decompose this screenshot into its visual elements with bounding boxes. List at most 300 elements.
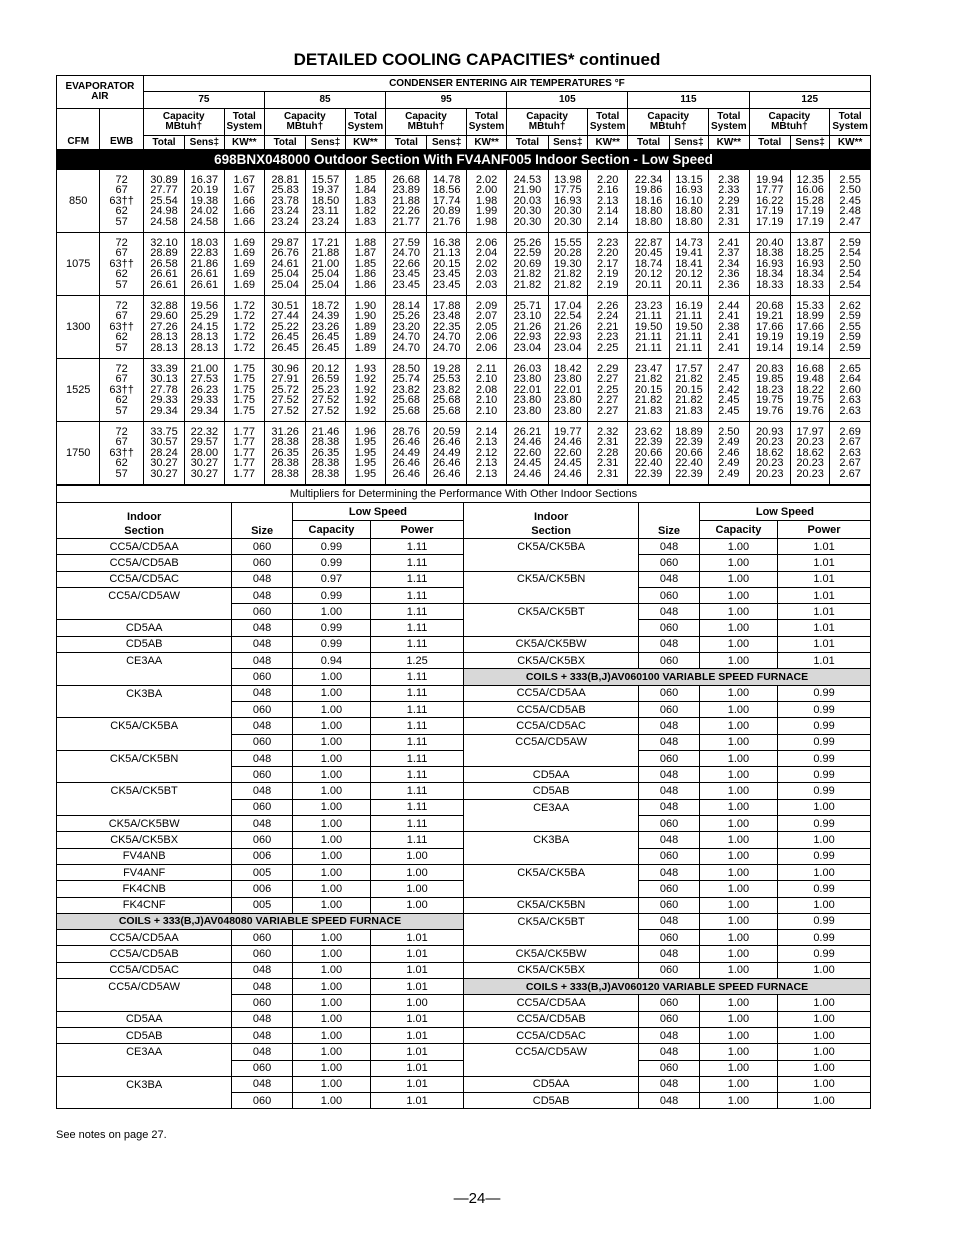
- capacity-cell: [386, 170, 427, 233]
- capacity-value: 1.90: [354, 310, 377, 323]
- capacity-value: 21.11: [635, 310, 662, 323]
- capacity-value: 21.82: [513, 268, 542, 281]
- capacity-cell: [466, 359, 506, 422]
- capacity-value: 1.69: [233, 278, 255, 291]
- capacity-multiplier-cell: 1.00: [292, 604, 370, 620]
- power-multiplier-cell: 1.11: [371, 767, 464, 783]
- capacity-multiplier-cell: 1.00: [292, 832, 370, 848]
- capacity-value: 2.41: [718, 331, 740, 344]
- capacity-cell: [466, 296, 506, 359]
- capacity-value: 24.70: [432, 341, 461, 354]
- capacity-multiplier-cell: 1.00: [699, 848, 777, 864]
- capacity-value: 18.80: [675, 215, 703, 228]
- capacity-value: 21.11: [675, 310, 703, 323]
- capacity-value: 23.24: [271, 215, 299, 228]
- evaporator-air-header: EVAPORATOR AIR: [57, 76, 144, 109]
- power-multiplier-cell: 1.01: [371, 1027, 464, 1043]
- indoor-section-cell: CC5A/CD5AB: [57, 555, 232, 571]
- capacity-value: 25.74: [392, 373, 421, 386]
- total-header: Total: [749, 136, 790, 150]
- size-cell: 048: [232, 653, 293, 669]
- capacity-value: 26.61: [150, 278, 178, 291]
- ewb-value: 62: [115, 268, 128, 281]
- size-cell: 060: [232, 669, 293, 685]
- capacity-value: 2.63: [839, 394, 861, 407]
- capacity-value: 21.26: [554, 320, 582, 333]
- power-multiplier-cell: 0.99: [778, 783, 871, 799]
- capacity-value: 30.27: [150, 457, 178, 470]
- capacity-value: 12.35: [796, 173, 824, 186]
- capacity-value: 30.51: [271, 299, 299, 312]
- capacity-cell: [185, 233, 224, 296]
- capacity-value: 1.85: [354, 173, 377, 186]
- power-multiplier-cell: 1.00: [778, 864, 871, 880]
- capacity-cell: [143, 359, 184, 422]
- indoor-section-cell: [57, 669, 232, 685]
- capacity-value: 21.88: [311, 247, 340, 260]
- capacity-value: 22.54: [554, 310, 582, 323]
- capacity-value: 2.67: [839, 467, 861, 480]
- capacity-value: 22.87: [634, 236, 663, 249]
- capacity-value: 1.95: [354, 446, 377, 459]
- size-header: Size: [232, 503, 293, 539]
- power-multiplier-cell: 1.01: [778, 587, 871, 603]
- power-multiplier-cell: 1.00: [778, 962, 871, 978]
- indoor-section-cell: CC5A/CD5AA: [57, 539, 232, 555]
- capacity-value: 19.75: [796, 394, 824, 407]
- capacity-value: 18.62: [796, 446, 824, 459]
- capacity-value: 1.75: [233, 394, 255, 407]
- temp-header: 115: [628, 92, 749, 109]
- capacity-multiplier-cell: 1.00: [699, 897, 777, 913]
- capacity-value: 24.98: [150, 205, 178, 218]
- capacity-value: 21.82: [675, 394, 703, 407]
- section-title-band: 698BNX048000 Outdoor Section With FV4ANF005 Indoor Section - Low Speed: [57, 150, 871, 170]
- capacity-value: 24.70: [432, 331, 461, 344]
- indoor-section-cell: CD5AB: [463, 1093, 638, 1109]
- capacity-cell: [669, 233, 708, 296]
- ewb-value: 63††: [109, 194, 134, 207]
- size-cell: 060: [232, 604, 293, 620]
- capacity-value: 1.77: [233, 436, 255, 449]
- indoor-section-cell: CK5A/CK5BW: [463, 636, 638, 652]
- capacity-multiplier-cell: 0.99: [292, 555, 370, 571]
- multipliers-caption: Multipliers for Determining the Performance With Other Indoor Sections: [57, 486, 871, 503]
- capacity-value: 26.61: [150, 268, 178, 281]
- capacity-value: 19.50: [634, 320, 663, 333]
- capacity-value: 2.03: [475, 268, 498, 281]
- capacity-value: 1.84: [354, 184, 377, 197]
- capacity-value: 27.26: [150, 320, 178, 333]
- capacity-value: 19.37: [311, 184, 340, 197]
- capacity-value: 19.19: [755, 331, 784, 344]
- capacity-value: 18.33: [755, 278, 784, 291]
- capacity-value: 2.13: [475, 436, 498, 449]
- capacity-value: 22.66: [392, 257, 421, 270]
- capacity-value: 1.66: [233, 205, 255, 218]
- capacity-value: 2.06: [475, 341, 498, 354]
- capacity-value: 2.50: [839, 184, 861, 197]
- capacity-value: 18.23: [755, 383, 784, 396]
- capacity-value: 26.21: [513, 425, 542, 438]
- power-multiplier-cell: 1.11: [371, 620, 464, 636]
- capacity-cell: [830, 359, 871, 422]
- capacity-value: 19.14: [755, 341, 784, 354]
- indoor-section-cell: CK5A/CK5BA: [463, 864, 638, 880]
- capacity-cell: [749, 170, 790, 233]
- capacity-value: 19.76: [796, 404, 824, 417]
- power-multiplier-cell: 0.99: [778, 946, 871, 962]
- capacity-value: 18.80: [634, 215, 663, 228]
- power-multiplier-cell: 1.00: [778, 995, 871, 1011]
- capacity-cell: [427, 233, 466, 296]
- capacity-value: 2.36: [718, 268, 740, 281]
- capacity-value: 21.00: [311, 257, 340, 270]
- capacity-multiplier-cell: 1.00: [699, 604, 777, 620]
- capacity-cell: [427, 359, 466, 422]
- capacity-value: 27.52: [271, 394, 299, 407]
- power-multiplier-cell: 0.99: [778, 734, 871, 750]
- capacity-value: 1.75: [233, 404, 255, 417]
- indoor-section-cell: [463, 816, 638, 832]
- indoor-section-cell: FK4CNB: [57, 881, 232, 897]
- capacity-value: 21.46: [311, 425, 340, 438]
- capacity-value: 28.14: [392, 299, 421, 312]
- capacity-multiplier-cell: 0.99: [292, 620, 370, 636]
- capacity-cell: [588, 233, 628, 296]
- capacity-value: 2.28: [596, 446, 619, 459]
- size-cell: 048: [232, 962, 293, 978]
- capacity-cell: [224, 359, 264, 422]
- capacity-value: 20.66: [634, 446, 663, 459]
- capacity-multiplier-cell: 0.99: [292, 539, 370, 555]
- capacity-value: 1.86: [354, 268, 377, 281]
- capacity-value: 18.34: [755, 268, 784, 281]
- capacity-cell: [345, 170, 385, 233]
- capacity-value: 23.89: [392, 184, 421, 197]
- power-multiplier-cell: 1.11: [371, 539, 464, 555]
- capacity-value: 23.82: [392, 383, 421, 396]
- capacity-value: 28.24: [150, 446, 178, 459]
- capacity-multiplier-cell: 1.00: [699, 767, 777, 783]
- power-multiplier-cell: 1.00: [778, 799, 871, 815]
- capacity-value: 28.13: [190, 341, 219, 354]
- size-cell: 048: [232, 750, 293, 766]
- capacity-cell: [588, 422, 628, 485]
- capacity-value: 24.45: [513, 457, 542, 470]
- size-cell: 060: [232, 701, 293, 717]
- indoor-section-cell: [463, 555, 638, 571]
- indoor-section-cell: [463, 1060, 638, 1076]
- ewb-values: [100, 233, 143, 296]
- capacity-cell: [466, 170, 506, 233]
- capacity-cell: [306, 422, 345, 485]
- capacity-value: 24.02: [190, 205, 219, 218]
- power-multiplier-cell: 1.01: [778, 539, 871, 555]
- capacity-value: 21.26: [513, 320, 542, 333]
- capacity-multiplier-cell: 1.00: [699, 718, 777, 734]
- power-multiplier-cell: 1.11: [371, 734, 464, 750]
- capacity-value: 2.31: [718, 205, 740, 218]
- capacity-value: 25.71: [513, 299, 542, 312]
- temp-header: 95: [386, 92, 507, 109]
- capacity-value: 2.45: [718, 394, 740, 407]
- power-multiplier-cell: 1.00: [778, 1093, 871, 1109]
- capacity-cell: [143, 296, 184, 359]
- capacity-value: 23.04: [554, 341, 582, 354]
- capacity-value: 2.06: [475, 236, 498, 249]
- capacity-cell: [264, 359, 305, 422]
- size-cell: 060: [639, 701, 700, 717]
- power-multiplier-cell: 0.99: [778, 816, 871, 832]
- capacity-value: 22.32: [190, 425, 219, 438]
- capacity-value: 19.77: [554, 425, 582, 438]
- ewb-header: EWB: [100, 136, 143, 150]
- capacity-value: 1.89: [354, 331, 377, 344]
- capacity-value: 1.98: [475, 215, 498, 228]
- capacity-value: 26.46: [392, 467, 421, 480]
- kw-header: KW**: [466, 136, 506, 150]
- capacity-value: 2.60: [839, 383, 861, 396]
- capacity-value: 23.10: [513, 310, 542, 323]
- size-cell: 048: [232, 1044, 293, 1060]
- power-multiplier-cell: 1.11: [371, 718, 464, 734]
- capacity-value: 21.88: [392, 194, 421, 207]
- ewb-value: 72: [115, 299, 128, 312]
- power-multiplier-cell: 1.11: [371, 816, 464, 832]
- power-multiplier-cell: 1.11: [371, 571, 464, 587]
- power-multiplier-cell: 1.11: [371, 799, 464, 815]
- furnace-group-header: COILS + 333(B,J)AV048080 VARIABLE SPEED FURNACE: [57, 913, 464, 929]
- capacity-multiplier-cell: 0.99: [292, 636, 370, 652]
- power-multiplier-cell: 0.99: [778, 767, 871, 783]
- capacity-value: 17.04: [554, 299, 582, 312]
- capacity-value: 16.68: [796, 362, 824, 375]
- size-cell: 060: [232, 799, 293, 815]
- indoor-section-cell: CC5A/CD5AC: [463, 718, 638, 734]
- ewb-values: [100, 296, 143, 359]
- power-multiplier-cell: 1.11: [371, 587, 464, 603]
- indoor-section-header-right: Indoor Section: [463, 503, 638, 539]
- size-cell: 048: [639, 1027, 700, 1043]
- capacity-multiplier-cell: 1.00: [292, 1093, 370, 1109]
- capacity-value: 28.00: [190, 446, 219, 459]
- capacity-value: 19.76: [755, 404, 784, 417]
- capacity-value: 23.11: [312, 205, 339, 218]
- capacity-cell: [749, 359, 790, 422]
- capacity-value: 2.00: [475, 184, 498, 197]
- power-header: Power: [371, 521, 464, 539]
- capacity-multiplier-cell: 1.00: [292, 816, 370, 832]
- capacity-value: 2.14: [475, 425, 498, 438]
- capacity-value: 25.83: [271, 184, 299, 197]
- capacity-value: 33.75: [150, 425, 178, 438]
- capacity-value: 28.13: [190, 331, 219, 344]
- capacity-multiplier-cell: 1.00: [292, 1011, 370, 1027]
- capacity-value: 13.15: [675, 173, 703, 186]
- capacity-value: 17.66: [755, 320, 784, 333]
- size-cell: 060: [639, 881, 700, 897]
- capacity-value: 1.95: [354, 436, 377, 449]
- capacity-cell: [628, 170, 669, 233]
- capacity-value: 21.76: [432, 215, 461, 228]
- capacity-value: 1.85: [354, 257, 377, 270]
- capacity-value: 2.48: [839, 205, 861, 218]
- capacity-value: 25.68: [392, 404, 421, 417]
- capacity-value: 20.12: [675, 268, 703, 281]
- capacity-cell: [507, 170, 548, 233]
- power-multiplier-cell: 1.11: [371, 783, 464, 799]
- capacity-value: 27.59: [392, 236, 421, 249]
- capacity-value: 24.46: [554, 467, 582, 480]
- power-multiplier-cell: 1.01: [371, 962, 464, 978]
- capacity-value: 23.80: [513, 394, 542, 407]
- capacity-cell: [669, 422, 708, 485]
- capacity-value: 16.10: [675, 194, 703, 207]
- capacity-value: 2.67: [839, 457, 861, 470]
- total-system-header: Total System: [588, 109, 628, 136]
- capacity-cell: [507, 233, 548, 296]
- capacity-value: 17.19: [755, 205, 784, 218]
- capacity-multiplier-cell: 1.00: [292, 848, 370, 864]
- capacity-value: 22.60: [513, 446, 542, 459]
- capacity-value: 19.50: [675, 320, 703, 333]
- capacity-cell: [669, 296, 708, 359]
- capacity-value: 1.75: [233, 373, 255, 386]
- capacity-value: 21.82: [634, 394, 663, 407]
- capacity-value: 1.77: [233, 467, 255, 480]
- temp-header: 105: [507, 92, 628, 109]
- capacity-value: 1.86: [354, 278, 377, 291]
- capacity-value: 17.57: [675, 362, 703, 375]
- capacity-value: 1.95: [354, 457, 377, 470]
- capacity-value: 32.88: [150, 299, 178, 312]
- capacity-value: 20.15: [675, 383, 703, 396]
- size-cell: 060: [639, 750, 700, 766]
- capacity-value: 20.11: [675, 278, 703, 291]
- capacity-value: 22.26: [392, 205, 421, 218]
- size-cell: 060: [232, 539, 293, 555]
- capacity-multiplier-cell: 1.00: [699, 555, 777, 571]
- capacity-value: 20.66: [675, 446, 703, 459]
- capacity-cell: [548, 233, 587, 296]
- capacity-value: 2.19: [596, 278, 619, 291]
- size-cell: 060: [639, 962, 700, 978]
- capacity-value: 21.82: [554, 268, 582, 281]
- capacity-value: 25.53: [432, 373, 461, 386]
- indoor-section-cell: FK4CNF: [57, 897, 232, 913]
- ewb-value: 63††: [109, 257, 134, 270]
- capacity-value: 26.46: [432, 457, 461, 470]
- ewb-value: 63††: [109, 320, 134, 333]
- indoor-section-cell: CK5A/CK5BT: [57, 783, 232, 799]
- capacity-cell: [143, 233, 184, 296]
- capacity-value: 15.28: [796, 194, 824, 207]
- capacity-value: 23.45: [392, 268, 421, 281]
- capacity-value: 2.62: [839, 299, 861, 312]
- furnace-group-header: COILS + 333(B,J)AV060100 VARIABLE SPEED FURNACE: [463, 669, 870, 685]
- low-speed-header-right: Low Speed: [699, 503, 870, 521]
- capacity-value: 1.82: [354, 205, 377, 218]
- capacity-value: 26.61: [190, 278, 219, 291]
- capacity-value: 17.19: [796, 205, 824, 218]
- indoor-section-header: Indoor Section: [57, 503, 232, 539]
- indoor-section-cell: CK5A/CK5BX: [57, 832, 232, 848]
- capacity-value: 23.80: [513, 373, 542, 386]
- capacity-value: 2.59: [839, 341, 861, 354]
- capacity-value: 26.45: [271, 331, 299, 344]
- capacity-value: 1.75: [233, 383, 255, 396]
- capacity-header: Capacity MBtuh†: [507, 109, 588, 136]
- size-cell: 048: [639, 604, 700, 620]
- capacity-value: 26.45: [311, 331, 340, 344]
- capacity-value: 17.66: [796, 320, 824, 333]
- capacity-cell: [628, 359, 669, 422]
- capacity-value: 2.45: [718, 404, 740, 417]
- capacity-value: 19.19: [796, 331, 824, 344]
- capacity-cell: [224, 296, 264, 359]
- total-system-header: Total System: [709, 109, 749, 136]
- sens-header: Sens‡: [306, 136, 345, 150]
- capacity-value: 2.26: [596, 299, 619, 312]
- size-cell: 060: [232, 1060, 293, 1076]
- sens-header: Sens‡: [790, 136, 829, 150]
- size-cell: 060: [232, 767, 293, 783]
- capacity-value: 2.25: [596, 341, 619, 354]
- power-multiplier-cell: 1.01: [778, 620, 871, 636]
- capacity-value: 21.86: [190, 257, 219, 270]
- capacity-value: 1.92: [354, 394, 377, 407]
- indoor-section-cell: CK5A/CK5BN: [463, 897, 638, 913]
- capacity-value: 16.37: [190, 173, 219, 186]
- total-header: Total: [143, 136, 184, 150]
- capacity-multiplier-cell: 1.00: [699, 1044, 777, 1060]
- capacity-cell: [749, 422, 790, 485]
- capacity-value: 2.59: [839, 331, 861, 344]
- ewb-value: 62: [115, 205, 128, 218]
- capacity-value: 2.03: [475, 278, 498, 291]
- cooling-capacity-table: [56, 75, 871, 1109]
- capacity-cell: [669, 359, 708, 422]
- capacity-value: 29.33: [190, 394, 219, 407]
- power-multiplier-cell: 1.00: [778, 1060, 871, 1076]
- power-multiplier-cell: 1.01: [371, 1044, 464, 1060]
- power-multiplier-cell: 0.99: [778, 930, 871, 946]
- capacity-value: 24.53: [513, 173, 542, 186]
- ewb-value: 67: [115, 436, 128, 449]
- capacity-value: 1.72: [233, 310, 255, 323]
- page-number: —24—: [453, 1190, 501, 1207]
- capacity-value: 26.76: [271, 247, 299, 260]
- capacity-cell: [386, 359, 427, 422]
- capacity-value: 2.36: [718, 278, 740, 291]
- capacity-value: 2.20: [596, 173, 619, 186]
- capacity-value: 26.23: [190, 383, 219, 396]
- capacity-cell: [548, 296, 587, 359]
- capacity-cell: [386, 233, 427, 296]
- capacity-multiplier-cell: 0.99: [292, 587, 370, 603]
- power-multiplier-cell: 1.11: [371, 604, 464, 620]
- capacity-value: 24.39: [311, 310, 340, 323]
- capacity-value: 24.46: [513, 467, 542, 480]
- indoor-section-cell: [57, 767, 232, 783]
- size-cell: 048: [232, 571, 293, 587]
- cfm-blank: [57, 109, 100, 136]
- power-multiplier-cell: 1.01: [778, 571, 871, 587]
- power-multiplier-cell: 1.01: [371, 1011, 464, 1027]
- capacity-value: 28.38: [271, 457, 299, 470]
- capacity-value: 26.45: [311, 341, 340, 354]
